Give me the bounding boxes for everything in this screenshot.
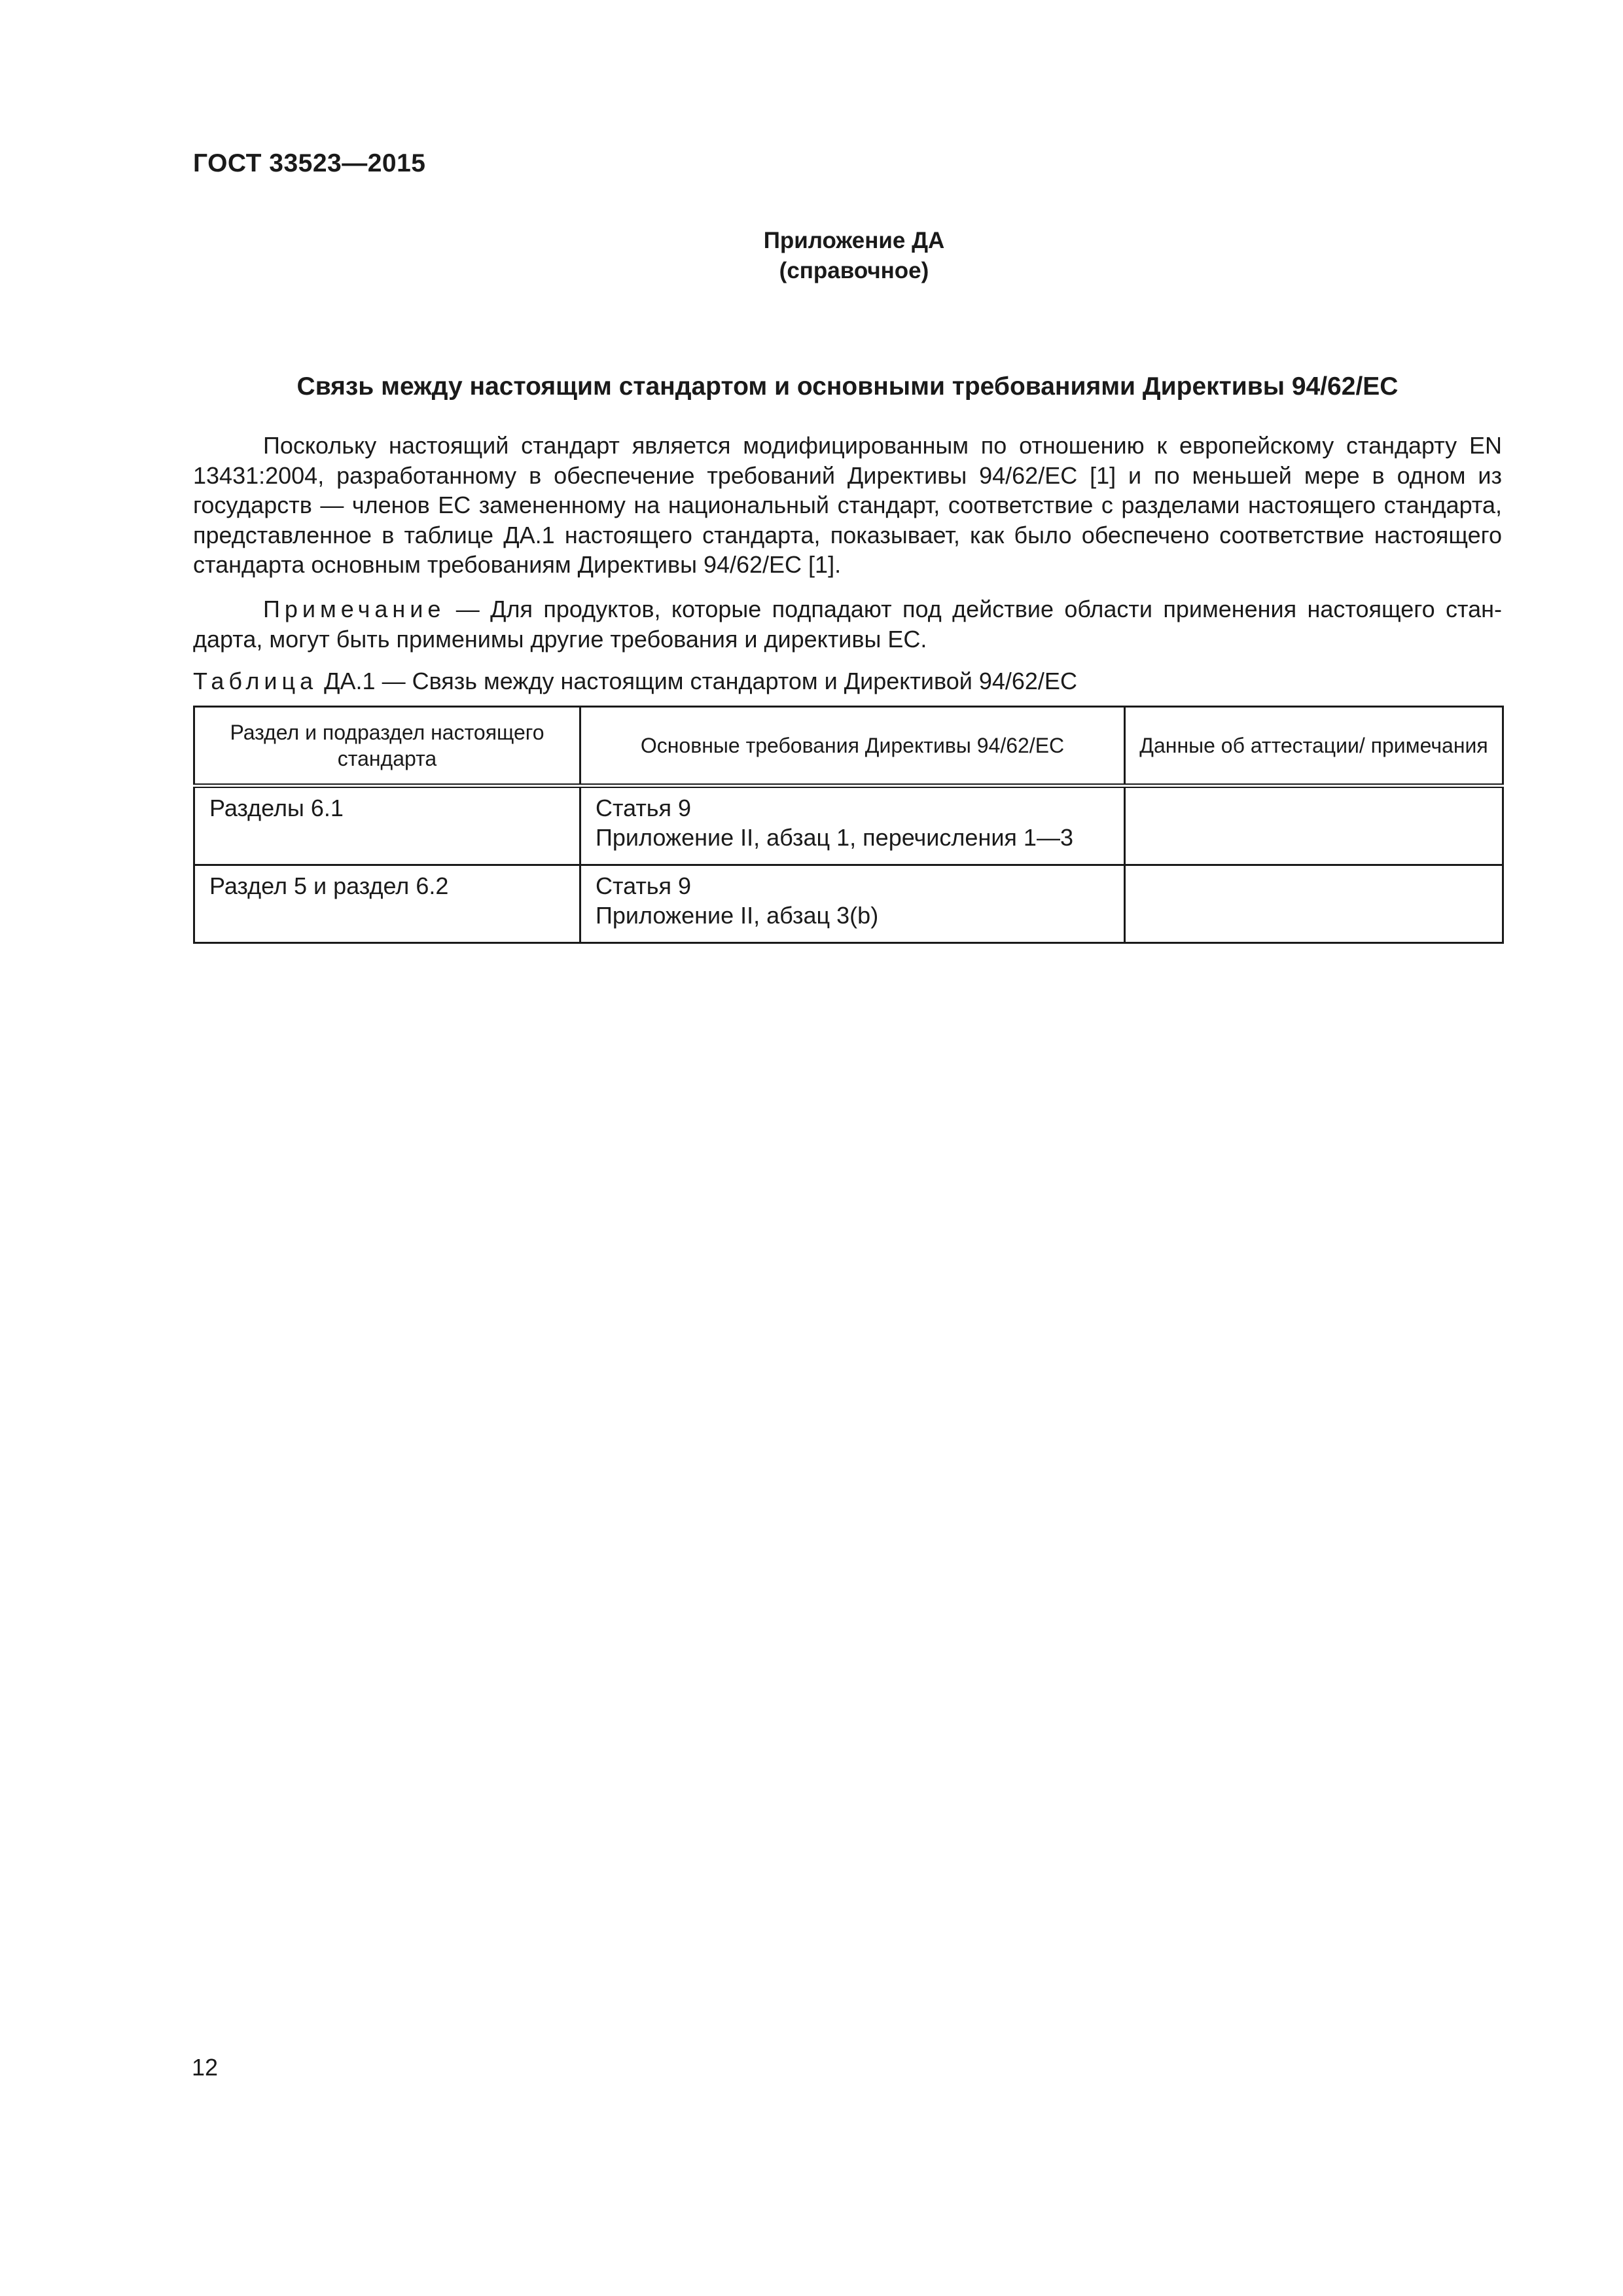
section-title: Связь между настоящим стандартом и основными требованиями Директивы 94/62/EC	[296, 372, 1399, 401]
cell-section: Раздел 5 и раздел 6.2	[194, 865, 580, 943]
appendix-title: Приложение ДА	[763, 228, 945, 253]
column-header-notes: Данные об аттестации/ примечания	[1125, 707, 1503, 786]
table-caption-text: ДА.1 — Связь между настоящим стандартом и Директивой 94/62/EC	[317, 668, 1077, 694]
table-row	[194, 865, 1503, 943]
cell-notes	[1125, 786, 1503, 865]
document-code: ГОСТ 33523—2015	[193, 149, 426, 177]
table-header-row	[194, 707, 1503, 786]
column-header-requirements: Основные требования Директивы 94/62/EC	[580, 707, 1125, 786]
note-paragraph	[193, 594, 1502, 654]
appendix-subtitle: (справочное)	[779, 258, 929, 283]
note-text: — Для продуктов, которые подпадают под действие области применения настоящего стандарта, могут быть применимы другие требования и директивы ЕС.	[193, 596, 1502, 653]
column-header-section: Раздел и подраздел настоящего стандарта	[194, 707, 580, 786]
requirement-line: Статья 9	[596, 795, 692, 821]
table-caption	[193, 666, 1077, 696]
cell-requirements	[580, 865, 1125, 943]
appendix-heading	[0, 226, 1623, 286]
requirement-line: Статья 9	[596, 872, 692, 899]
requirement-line: Приложение II, абзац 3(b)	[596, 902, 879, 929]
cell-notes	[1125, 865, 1503, 943]
page-number: 12	[192, 2054, 219, 2081]
cell-section: Разделы 6.1	[194, 786, 580, 865]
cell-requirements	[580, 786, 1125, 865]
table-row	[194, 786, 1503, 865]
requirement-line: Приложение II, абзац 1, перечисления 1—3	[596, 824, 1073, 851]
note-label: Примечание	[263, 596, 446, 622]
body-paragraph: Поскольку настоящий стандарт является модифицированным по отношению к европейскому стандарту EN 13431:2004, разработанному в обеспечение требований Директивы 94/62/EC [1] и по меньшей мере в одном из государств — членов ЕС замененному на национальный стандарт, соответствие с разделами настоящего стандарта, представленное в таблице ДА.1 настоящего стандарта, показывает, как было обеспечено соответствие настоящего стандарта основным требованиям Директивы 94/62/EC [1].	[193, 432, 1502, 578]
table-caption-label: Таблица	[193, 668, 318, 694]
requirements-table	[193, 706, 1504, 944]
